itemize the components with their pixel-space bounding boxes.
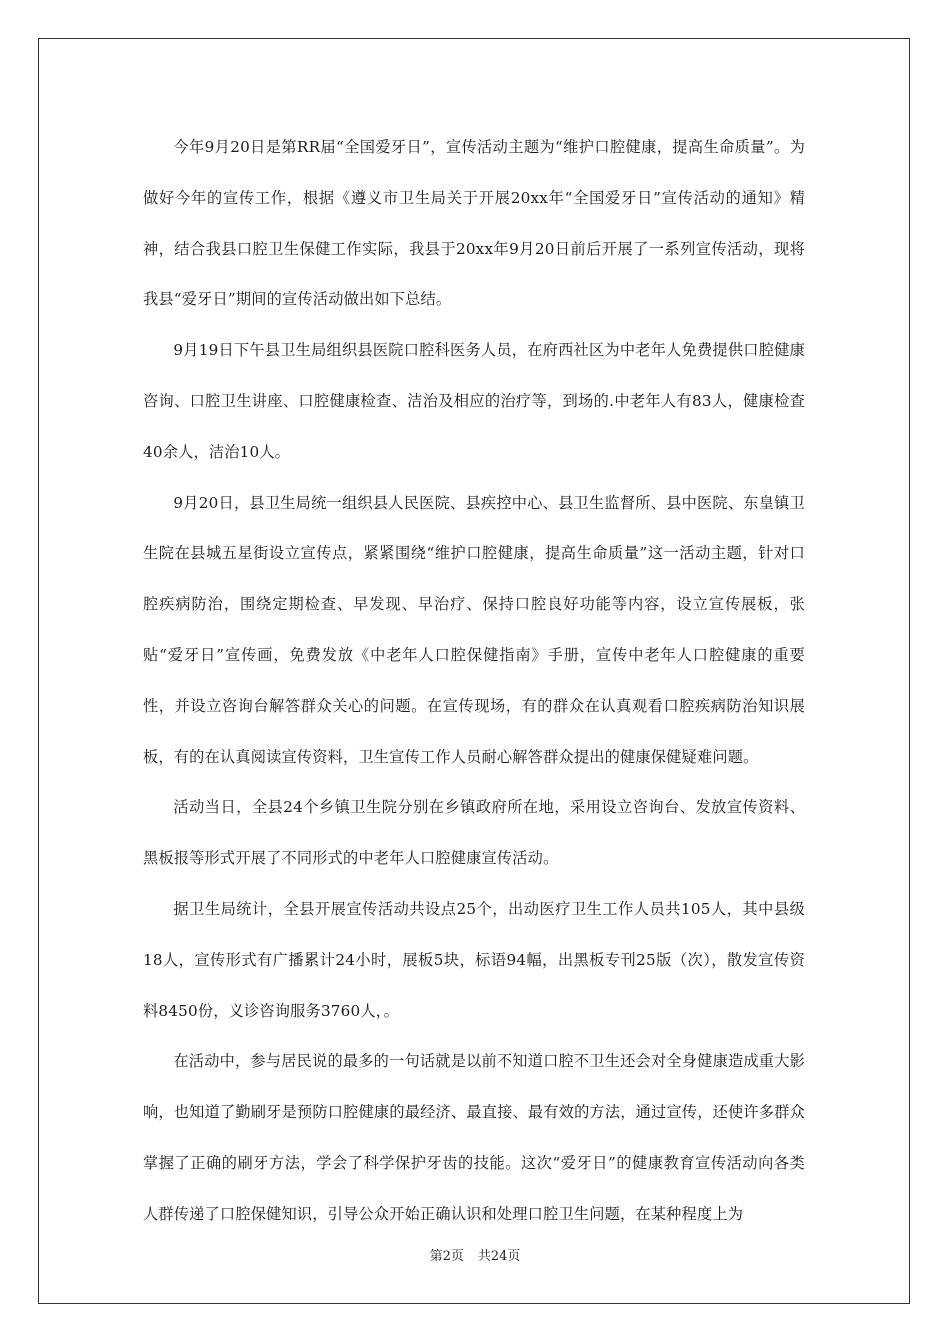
paragraph-3: 9月20日，县卫生局统一组织县人民医院、县疾控中心、县卫生监督所、县中医院、东皇镇卫生院在县城五星街设立宣传点，紧紧围绕“维护口腔健康，提高生命质量”这一活动主题，针对口腔疾病防治，围绕定期检查、早发现、早治疗、保持口腔良好功能等内容，设立宣传展板，张贴“爱牙日”宣传画，免费发放《中老年人口腔保健指南》手册，宣传中老年人口腔健康的重要性，并设立咨询台解答群众关心的问题。在宣传现场，有的群众在认真观看口腔疾病防治知识展板，有的在认真阅读宣传资料，卫生宣传工作人员耐心解答群众提出的健康保健疑难问题。 xyxy=(143,493,805,766)
paragraph-5: 据卫生局统计，全县开展宣传活动共设点25个，出动医疗卫生工作人员共105人，其中县级18人，宣传形式有广播累计24小时，展板5块，标语94幅，出黑板专刊25版（次），散发宣传资料8450份，义诊咨询服务3760人，。 xyxy=(143,899,805,1020)
paragraph-4: 活动当日，全县24个乡镇卫生院分别在乡镇政府所在地，采用设立咨询台、发放宣传资料、黑板报等形式开展了不同形式的中老年人口腔健康宣传活动。 xyxy=(143,798,805,868)
page-total: 共24页 xyxy=(477,1249,521,1264)
paragraph-6: 在活动中，参与居民说的最多的一句话就是以前不知道口腔不卫生还会对全身健康造成重大影响，也知道了勤刷牙是预防口腔健康的最经济、最直接、最有效的方法，通过宣传，还使许多群众掌握了正确的刷牙方法，学会了科学保护牙齿的技能。这次“爱牙日”的健康教育宣传活动向各类人群传递了口腔保健知识，引导公众开始正确认识和处理口腔卫生问题，在某种程度上为 xyxy=(143,1052,805,1223)
document-body xyxy=(143,122,805,1240)
paragraph-2: 9月19日下午县卫生局组织县医院口腔科医务人员，在府西社区为中老年人免费提供口腔健康咨询、口腔卫生讲座、口腔健康检查、洁治及相应的治疗等，到场的.中老年人有83人，健康检查40余人，洁治10人。 xyxy=(143,341,805,461)
page-number: 第2页 xyxy=(429,1249,464,1264)
page-footer xyxy=(0,1248,950,1266)
paragraph-1: 今年9月20日是第RR届“全国爱牙日”，宣传活动主题为“维护口腔健康，提高生命质量”。为做好今年的宣传工作，根据《遵义市卫生局关于开展20xx年“全国爱牙日”宣传活动的通知》精神，结合我县口腔卫生保健工作实际，我县于20xx年9月20日前后开展了一系列宣传活动，现将我县“爱牙日”期间的宣传活动做出如下总结。 xyxy=(143,138,805,309)
